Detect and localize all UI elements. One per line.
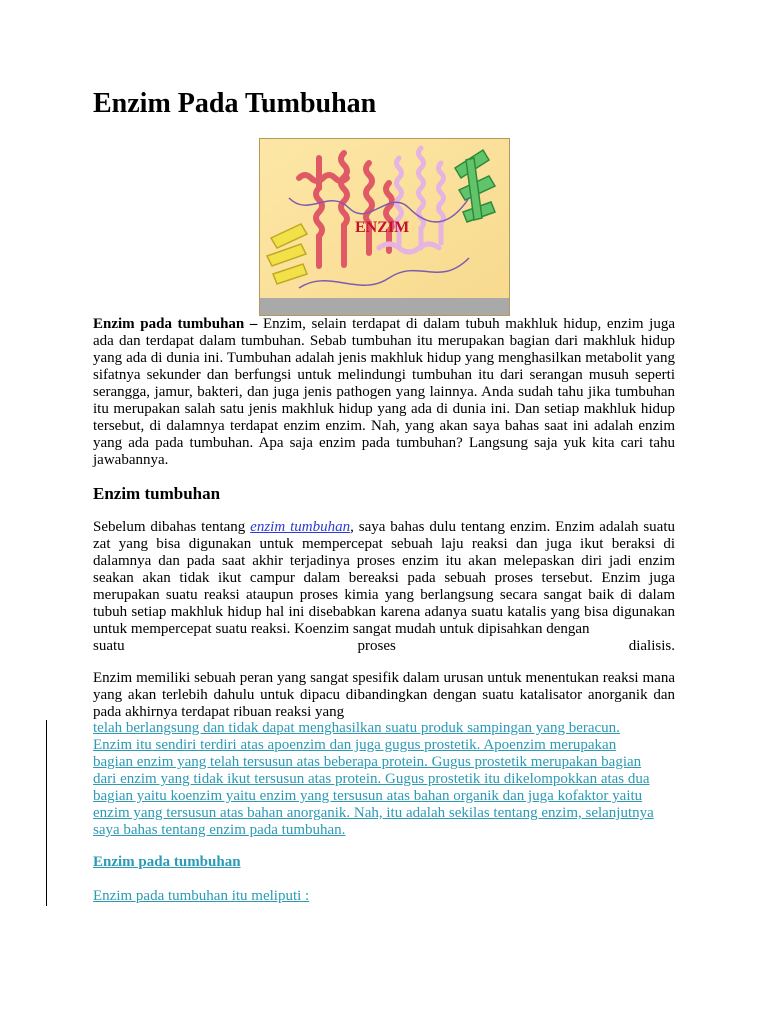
para2-last-line: [93, 638, 675, 655]
para2-after-link: , saya bahas dulu tentang enzim. Enzim adalah suatu zat yang bisa digunakan untuk mempercepat sebuah laju reaksi dan juga ikut beraksi di dalamnya dan pada saat akhir terjadinya proses enzim itu akan melepaskan diri jadi enzim seakan akan tidak ikut campur dalam bereaksi pada sebuah proses tersebut. Enzim juga merupakan suatu reaksi ataupun proses kimia yang berlangsung secara sangat baik di dalam tubuh setiap makhluk hidup hal ini disebabkan karena adanya suatu katalis yang bisa digunakan untuk mempercepat suatu reaksi. Koenzim sangat mudah untuk dipisahkan dengan: [93, 519, 676, 637]
last-word-1: suatu: [93, 638, 125, 654]
para2-before-link: Sebelum dibahas tentang: [93, 519, 251, 535]
link-line[interactable]: enzim yang tersusun atas bahan anorganik. Nah, itu adalah sekilas tentang enzim, selanjutnya: [93, 805, 654, 821]
enzim-tumbuhan-link[interactable]: enzim tumbuhan: [250, 519, 351, 535]
margin-change-bar: [46, 720, 47, 906]
enzyme-illustration: [259, 138, 510, 316]
last-word-2: proses: [357, 638, 396, 654]
link-line[interactable]: bagian enzim yang telah tersusun atas beberapa protein. Gugus prostetik merupakan bagian: [93, 754, 642, 770]
intro-text: Enzim, selain terdapat di dalam tubuh makhluk hidup, enzim juga ada dan terdapat dalam tumbuhan. Sebab tumbuhan itu merupakan bagian dari makhluk hidup yang ada di dunia ini. Tumbuhan adalah jenis makhluk hidup yang menghasilkan metabolit yang sifatnya sekunder dan berfungsi untuk melindungi tumbuhan itu dari serangan musuh seperti serangga, jamur, bakteri, dan juga jenis pathogen yang lainnya. Anda sudah tahu jika tumbuhan itu merupakan salah satu jenis makhluk hidup yang ada di dunia ini. Dan setiap makhluk hidup tersebut, di dalamnya terdapat enzim enzim. Nah, yang akan saya bahas saat ini adalah enzim yang ada pada tumbuhan. Apa saja enzim pada tumbuhan? Langsung saja yuk kita cari tahu jawabannya.: [93, 316, 675, 468]
paragraph-enzim-role: Enzim memiliki sebuah peran yang sangat spesifik dalam urusan untuk menentukan reaksi mana yang akan terlebih dahulu untuk dipacu dibandingkan dengan suatu katalisator anorganik dan pada akhirnya terdapat ribuan reaksi yang: [93, 670, 675, 720]
figure-label: ENZIM: [355, 219, 410, 236]
link-line[interactable]: bagian yaitu koenzim yaitu enzim yang tersusun atas bahan organik dan juga kofaktor yaitu: [93, 788, 643, 804]
link-line[interactable]: dari enzim yang tidak ikut tersusun atas protein. Gugus prostetik itu dikelompokkan atas dua: [93, 771, 650, 787]
link-line[interactable]: telah berlangsung dan tidak dapat menghasilkan suatu produk sampingan yang beracun.: [93, 720, 620, 736]
section-heading: Enzim tumbuhan: [93, 484, 221, 503]
intro-bold-lead: Enzim pada tumbuhan –: [93, 316, 258, 332]
link-line[interactable]: saya bahas tentang enzim pada tumbuhan.: [93, 822, 346, 838]
page-title: Enzim Pada Tumbuhan: [93, 88, 377, 119]
linked-text-block[interactable]: [93, 720, 675, 839]
enzim-pada-tumbuhan-heading-link[interactable]: Enzim pada tumbuhan: [93, 854, 241, 870]
paragraph-enzim-definition: [93, 519, 675, 655]
link-line[interactable]: Enzim itu sendiri terdiri atas apoenzim dan juga gugus prostetik. Apoenzim merupakan: [93, 737, 617, 753]
intro-paragraph: [93, 316, 675, 469]
list-intro-link[interactable]: Enzim pada tumbuhan itu meliputi :: [93, 888, 310, 904]
last-word-3: dialisis.: [628, 638, 675, 654]
